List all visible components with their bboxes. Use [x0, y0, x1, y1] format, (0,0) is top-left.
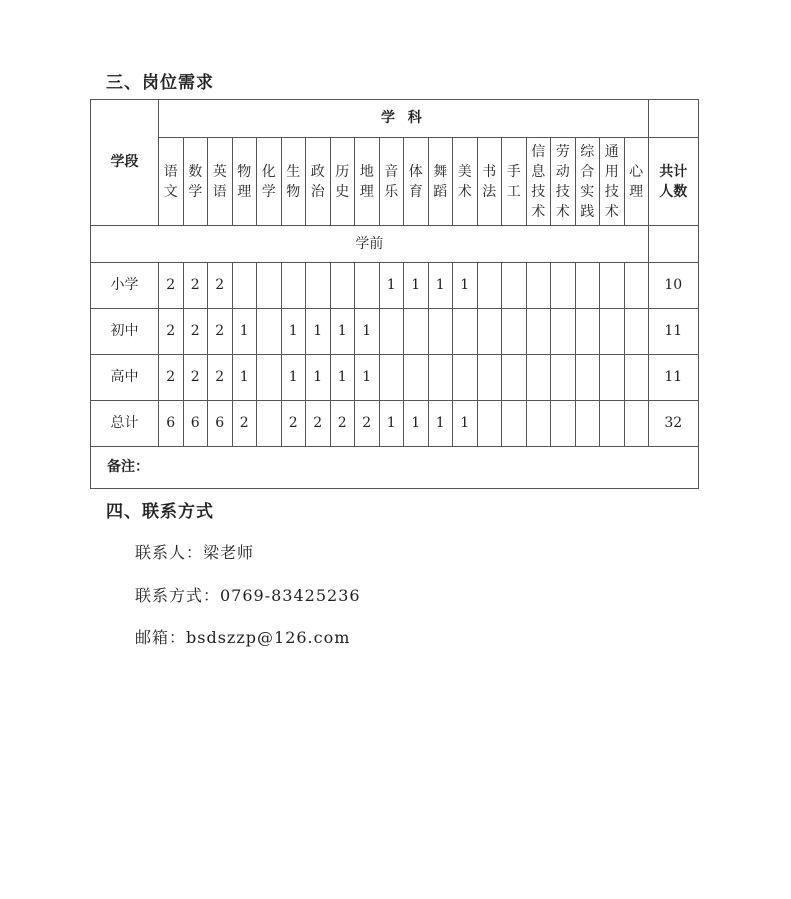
subject-header-cell: [183, 138, 208, 226]
count-cell: [355, 263, 380, 309]
stage-label: 总计: [91, 401, 159, 447]
count-cell: 2: [183, 309, 208, 355]
count-cell: [306, 263, 331, 309]
preschool-total: [648, 226, 698, 263]
subject-name: 语文: [163, 163, 178, 200]
count-cell: [477, 263, 502, 309]
subject-name: 综合实践: [580, 143, 595, 220]
count-cell: 1: [355, 309, 380, 355]
count-cell: [257, 401, 282, 447]
preschool-label: 学前: [91, 226, 649, 263]
count-cell: 2: [330, 401, 355, 447]
stage-header: 学段: [91, 100, 159, 226]
count-cell: 2: [355, 401, 380, 447]
subject-name: 政治: [310, 163, 325, 200]
count-cell: [600, 355, 625, 401]
subject-header-cell: [502, 138, 527, 226]
count-cell: [600, 309, 625, 355]
count-cell: [526, 401, 551, 447]
section-4-title: 四、联系方式: [106, 502, 214, 522]
count-cell: 6: [183, 401, 208, 447]
subject-header-cell: [551, 138, 576, 226]
subject-header-cell: [624, 138, 648, 226]
total-header-top: [648, 100, 698, 138]
count-cell: [330, 263, 355, 309]
row-total: 10: [648, 263, 698, 309]
count-cell: 1: [453, 401, 478, 447]
count-cell: 2: [159, 309, 184, 355]
subject-header: 学 科: [159, 100, 649, 138]
subject-name: 数学: [188, 163, 203, 200]
subject-header-cell: [281, 138, 306, 226]
contact-person: 联系人：梁老师: [135, 543, 255, 562]
subject-header-cell: [355, 138, 380, 226]
count-cell: [257, 309, 282, 355]
count-cell: [575, 355, 600, 401]
count-cell: [624, 263, 648, 309]
count-cell: [600, 401, 625, 447]
subject-name: 书法: [482, 163, 497, 200]
count-cell: 1: [379, 401, 404, 447]
section-3-title: 三、岗位需求: [106, 73, 214, 93]
count-cell: [624, 309, 648, 355]
count-cell: [551, 263, 576, 309]
total-header-label: 共计人数: [659, 163, 688, 200]
count-cell: [502, 263, 527, 309]
count-cell: [575, 401, 600, 447]
stage-label: 高中: [91, 355, 159, 401]
subject-header-cell: [526, 138, 551, 226]
subject-header-cell: [453, 138, 478, 226]
contact-phone: 联系方式：0769-83425236: [135, 586, 361, 605]
subject-name: 手工: [506, 163, 521, 200]
count-cell: 1: [232, 355, 257, 401]
count-cell: [232, 263, 257, 309]
subject-name: 历史: [335, 163, 350, 200]
count-cell: 1: [379, 263, 404, 309]
count-cell: [502, 401, 527, 447]
count-cell: 1: [281, 309, 306, 355]
row-total: 32: [648, 401, 698, 447]
subject-header-cell: [257, 138, 282, 226]
count-cell: 1: [306, 309, 331, 355]
count-cell: 2: [208, 263, 233, 309]
count-cell: [453, 309, 478, 355]
count-cell: 2: [159, 355, 184, 401]
count-cell: [575, 263, 600, 309]
count-cell: 1: [453, 263, 478, 309]
count-cell: 2: [183, 355, 208, 401]
count-cell: [502, 355, 527, 401]
count-cell: [477, 355, 502, 401]
subject-name: 劳动技术: [555, 143, 570, 220]
subject-name: 舞蹈: [433, 163, 448, 200]
count-cell: [551, 355, 576, 401]
count-cell: [477, 309, 502, 355]
count-cell: [600, 263, 625, 309]
count-cell: 2: [183, 263, 208, 309]
subject-name: 生物: [286, 163, 301, 200]
count-cell: [624, 355, 648, 401]
count-cell: [404, 355, 429, 401]
row-total: 11: [648, 309, 698, 355]
count-cell: [551, 309, 576, 355]
count-cell: [551, 401, 576, 447]
remarks-label: 备注：: [91, 447, 699, 489]
count-cell: 1: [306, 355, 331, 401]
subject-name: 英语: [212, 163, 227, 200]
subject-name: 信息技术: [531, 143, 546, 220]
count-cell: 1: [404, 401, 429, 447]
count-cell: 1: [355, 355, 380, 401]
subject-name: 通用技术: [604, 143, 619, 220]
count-cell: [624, 401, 648, 447]
row-total: 11: [648, 355, 698, 401]
table-row: [91, 263, 699, 309]
count-cell: 1: [404, 263, 429, 309]
count-cell: 6: [159, 401, 184, 447]
subject-header-cell: [379, 138, 404, 226]
count-cell: 2: [306, 401, 331, 447]
count-cell: [502, 309, 527, 355]
subject-header-cell: [477, 138, 502, 226]
count-cell: 2: [281, 401, 306, 447]
count-cell: [526, 309, 551, 355]
count-cell: 2: [208, 309, 233, 355]
count-cell: 2: [159, 263, 184, 309]
count-cell: [526, 263, 551, 309]
subject-name: 化学: [261, 163, 276, 200]
total-header: [648, 138, 698, 226]
subject-name: 地理: [359, 163, 374, 200]
subject-name: 美术: [457, 163, 472, 200]
subject-header-cell: [404, 138, 429, 226]
count-cell: 1: [428, 263, 453, 309]
subject-header-cell: [600, 138, 625, 226]
count-cell: [281, 263, 306, 309]
count-cell: [526, 355, 551, 401]
subject-name: 物理: [237, 163, 252, 200]
count-cell: 1: [428, 401, 453, 447]
contact-email: 邮箱：bsdszzp@126.com: [135, 628, 351, 647]
count-cell: 2: [232, 401, 257, 447]
count-cell: [575, 309, 600, 355]
subject-header-cell: [306, 138, 331, 226]
count-cell: 6: [208, 401, 233, 447]
table-row: [91, 355, 699, 401]
subject-header-cell: [428, 138, 453, 226]
subject-name: 心理: [629, 163, 644, 200]
subject-header-cell: [159, 138, 184, 226]
count-cell: [379, 309, 404, 355]
count-cell: [257, 355, 282, 401]
count-cell: [428, 355, 453, 401]
table-row: [91, 309, 699, 355]
subject-name: 音乐: [384, 163, 399, 200]
subject-header-cell: [232, 138, 257, 226]
subject-header-cell: [330, 138, 355, 226]
count-cell: 1: [330, 309, 355, 355]
count-cell: [379, 355, 404, 401]
count-cell: 1: [281, 355, 306, 401]
count-cell: [404, 309, 429, 355]
subject-header-cell: [575, 138, 600, 226]
stage-label: 小学: [91, 263, 159, 309]
position-requirements-table: [90, 99, 699, 489]
stage-label: 初中: [91, 309, 159, 355]
count-cell: [477, 401, 502, 447]
count-cell: 1: [330, 355, 355, 401]
count-cell: [428, 309, 453, 355]
subject-name: 体育: [408, 163, 423, 200]
count-cell: [453, 355, 478, 401]
count-cell: [257, 263, 282, 309]
subject-header-cell: [208, 138, 233, 226]
count-cell: 2: [208, 355, 233, 401]
table-row: [91, 401, 699, 447]
count-cell: 1: [232, 309, 257, 355]
